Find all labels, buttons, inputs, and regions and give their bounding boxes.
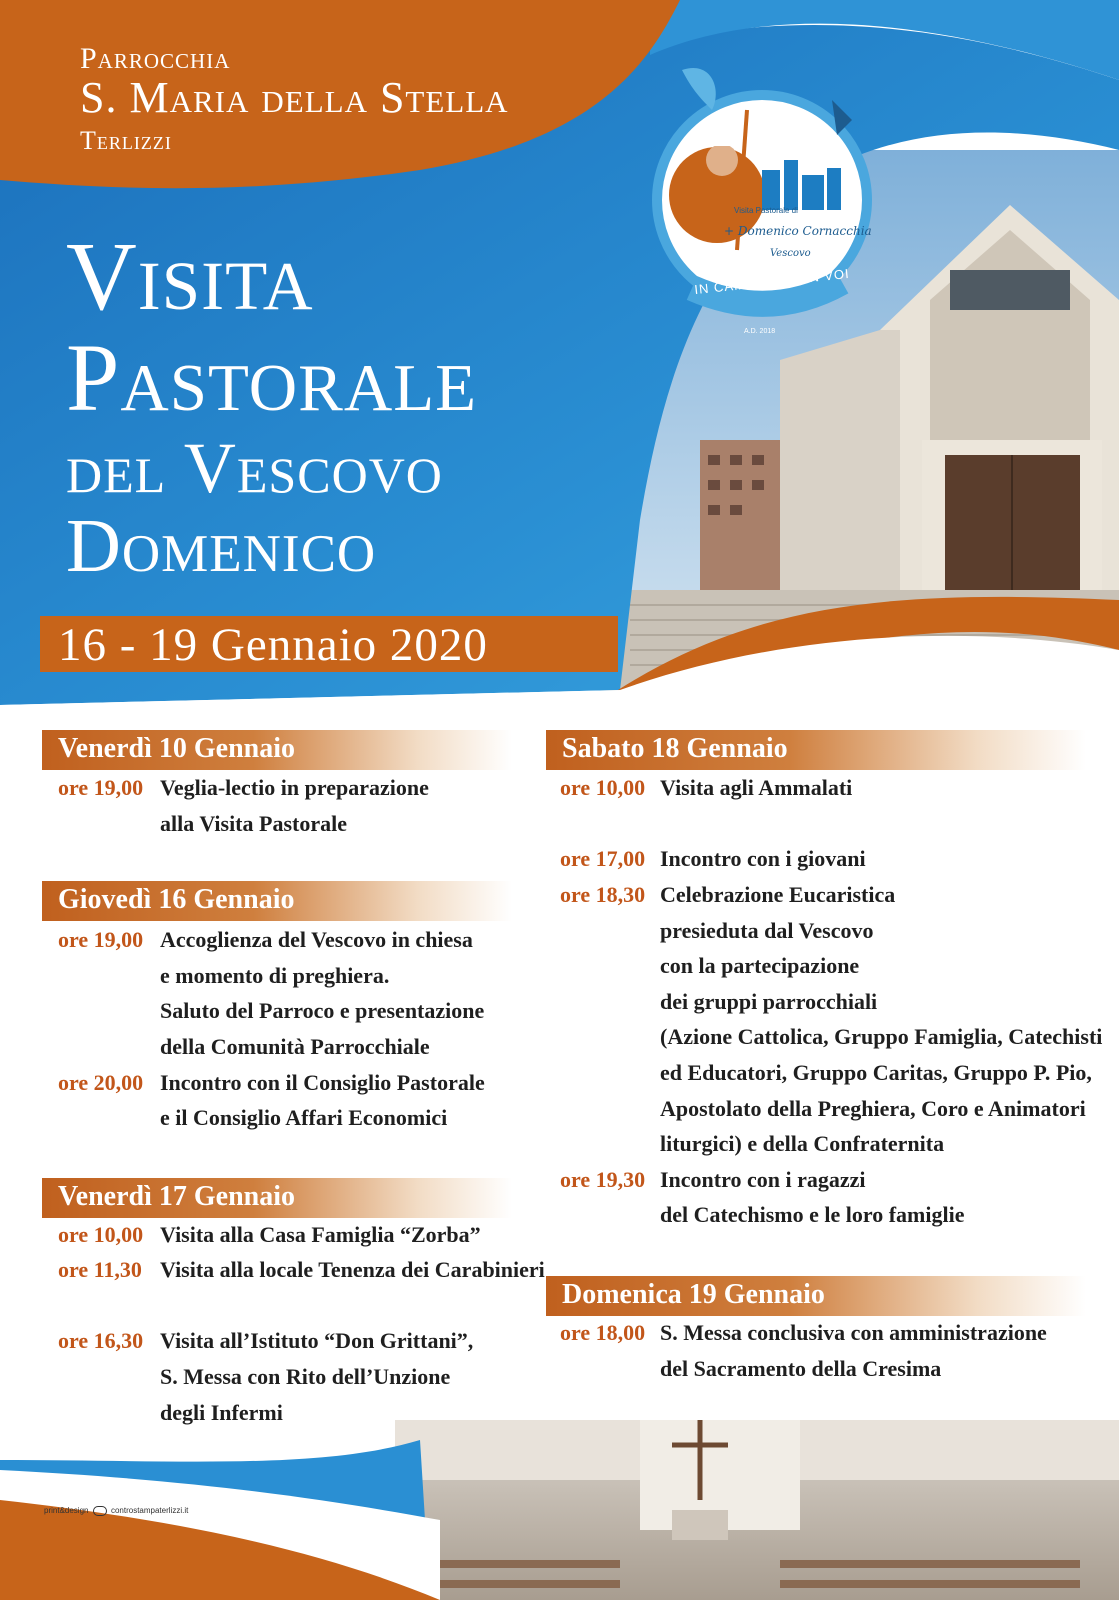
event-text: S. Messa con Rito dell’Unzione [160,1364,451,1389]
day-header-sabato-18 [546,730,1086,770]
footer-credit [44,1506,188,1516]
event-text: Incontro con i ragazzi [660,1167,866,1192]
event-text: Celebrazione Eucaristica [660,882,896,907]
printer-logo-icon [93,1506,107,1516]
event-text: del Catechismo e le loro famiglie [660,1202,965,1227]
logo-emblem [652,60,872,350]
day-header-venerdi-10 [42,730,512,770]
event-dates: 16 - 19 Gennaio 2020 [58,619,488,671]
event-time: ore 20,00 [58,1070,144,1095]
event-time: ore 19,00 [58,927,144,952]
day-header-giovedi-16 [42,881,512,921]
event-text: Saluto del Parroco e presentazione [160,998,485,1023]
event-text: degli Infermi [160,1400,283,1425]
day-label: Domenica 19 Gennaio [562,1279,825,1310]
event-time: ore 16,30 [58,1328,144,1353]
event-time: ore 18,30 [560,882,646,907]
event-text: Incontro con il Consiglio Pastorale [160,1070,485,1095]
event-text: Accoglienza del Vescovo in chiesa [160,927,473,952]
event-text: alla Visita Pastorale [160,811,347,836]
event-time: ore 17,00 [560,846,646,871]
day-label: Sabato 18 Gennaio [562,733,788,764]
parish-label: Parrocchia [80,42,231,75]
church-interior-photo [395,1420,1119,1600]
parish-name: S. Maria della Stella [80,73,509,122]
day-header-domenica-19 [546,1276,1086,1316]
day-label: Venerdì 17 Gennaio [58,1181,295,1212]
title-line-1: Visita [66,223,314,331]
credit-right: controstampaterlizzi.it [110,1506,189,1516]
event-text: Visita agli Ammalati [660,775,853,800]
title-line-2: Pastorale [66,324,478,431]
event-text: ed Educatori, Gruppo Caritas, Gruppo P. Pio, [660,1060,1092,1085]
day-header-venerdi-17 [42,1178,512,1218]
event-time: ore 10,00 [560,775,646,800]
event-text: Incontro con i giovani [660,846,866,871]
day-label: Giovedì 16 Gennaio [58,884,295,915]
logo-signature: + Domenico Cornacchia [724,224,872,238]
event-time: ore 18,00 [560,1320,646,1345]
event-text: e il Consiglio Affari Economici [160,1105,448,1130]
day-label: Venerdì 10 Gennaio [58,733,295,764]
event-time: ore 19,00 [58,775,144,800]
logo-year: A.D. 2018 [744,328,776,335]
event-text: Apostolato della Preghiera, Coro e Animatori [660,1096,1086,1121]
event-text: e momento di preghiera. [160,963,390,988]
event-text: S. Messa conclusiva con amministrazione [660,1320,1047,1345]
event-time: ore 10,00 [58,1222,144,1247]
event-text: Visita alla Casa Famiglia “Zorba” [160,1222,481,1247]
pastoral-visit-logo [652,60,872,350]
event-text: liturgici) e della Confraternita [660,1131,945,1156]
logo-signature-sub: Vescovo [770,248,811,259]
event-text: della Comunità Parrocchiale [160,1034,430,1059]
logo-motto: IN CAMMINO CON VOI [693,265,851,298]
event-time: ore 11,30 [58,1257,142,1282]
parish-city: Terlizzi [80,126,172,155]
event-text: Visita all’Istituto “Don Grittani”, [160,1328,474,1353]
title-line-3: del Vescovo [66,428,443,508]
event-text: presieduta dal Vescovo [660,918,874,943]
logo-caption: Visita Pastorale di [734,206,798,215]
event-text: del Sacramento della Cresima [660,1356,942,1381]
event-text: Veglia-lectio in preparazione [160,775,429,800]
event-text: con la partecipazione [660,953,860,978]
event-time: ore 19,30 [560,1167,646,1192]
event-text: Visita alla locale Tenenza dei Carabinieri [160,1257,545,1282]
event-text: dei gruppi parrocchiali [660,989,878,1014]
credit-left: print&design [44,1506,89,1516]
event-text: (Azione Cattolica, Gruppo Famiglia, Catechisti [660,1024,1103,1049]
title-line-4: Domenico [66,504,377,588]
